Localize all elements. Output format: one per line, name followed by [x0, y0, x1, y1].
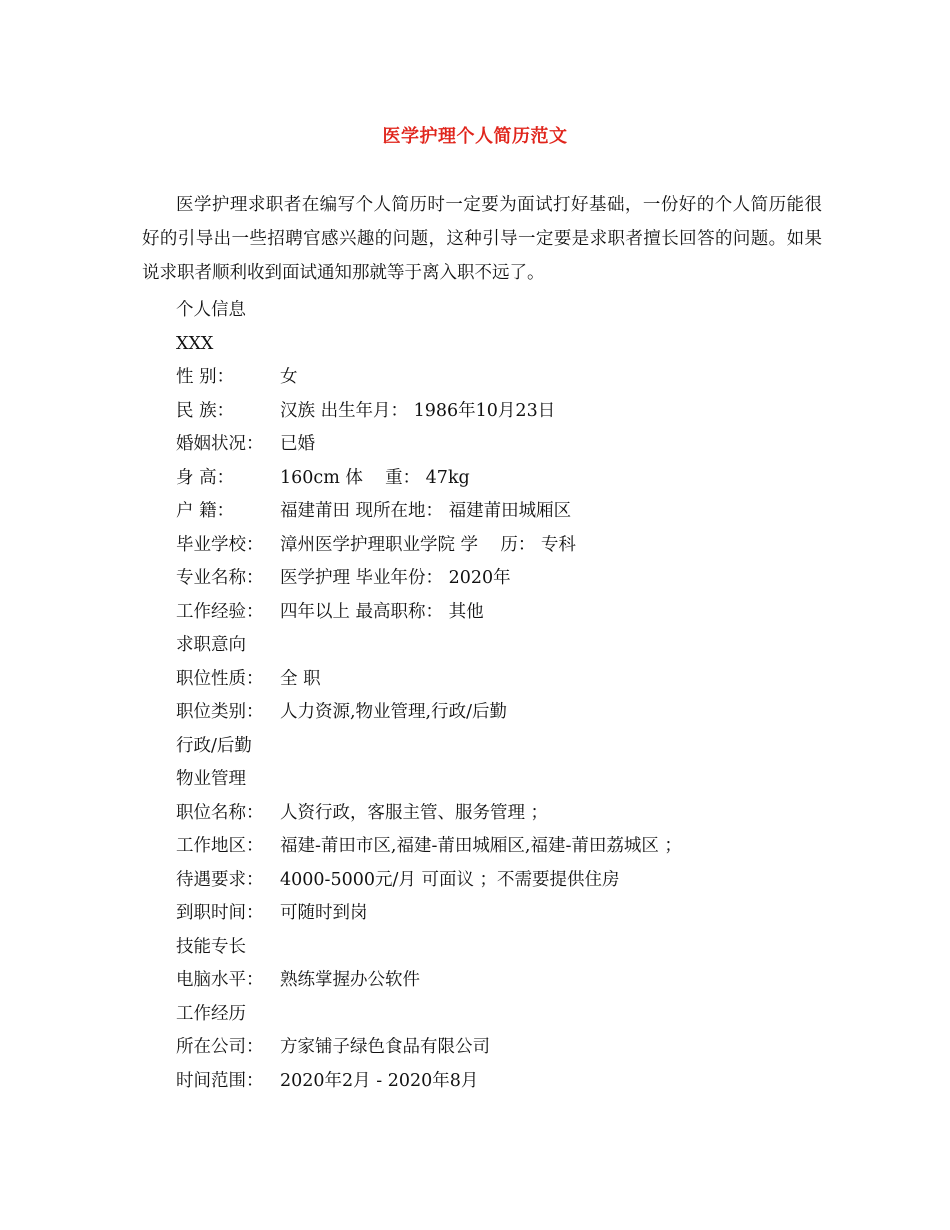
- field-value: 全 职: [280, 668, 321, 689]
- document-title: 医学护理个人简历范文: [382, 126, 568, 147]
- field-label: 个人信息: [176, 300, 246, 320]
- field-label: 待遇要求：: [176, 869, 264, 890]
- resume-field-row: [176, 395, 856, 429]
- resume-field-row: [176, 529, 856, 563]
- field-label: 婚姻状况：: [176, 434, 264, 454]
- field-value: 四年以上 最高职称： 其他: [280, 601, 484, 622]
- resume-field-row: [176, 361, 856, 395]
- field-label: 性 别：: [176, 367, 235, 387]
- field-label: 行政/后勤: [176, 735, 252, 756]
- resume-section-heading: [176, 328, 856, 362]
- field-label: 工作经验：: [176, 601, 264, 622]
- field-label: 技能专长: [176, 936, 246, 957]
- resume-field-row: [176, 428, 856, 462]
- field-label: 工作经历: [176, 1003, 246, 1024]
- field-value: 已婚: [280, 434, 315, 454]
- resume-field-row: [176, 797, 856, 831]
- field-value: 4000-5000元/月 可面议 ；不需要提供住房: [280, 869, 620, 890]
- field-value: 方家铺子绿色食品有限公司: [280, 1037, 490, 1057]
- field-value: 医学护理 毕业年份： 2020年: [280, 568, 511, 588]
- field-label: 物业管理: [176, 769, 246, 789]
- resume-field-row: [176, 1031, 856, 1065]
- field-label: 专业名称：: [176, 568, 264, 588]
- resume-section-heading: [176, 629, 856, 663]
- field-value: 2020年2月 - 2020年8月: [280, 1070, 479, 1091]
- resume-section-heading: [176, 294, 856, 328]
- field-label: 身 高：: [176, 467, 235, 488]
- field-value: 福建莆田 现所在地： 福建莆田城厢区: [280, 501, 572, 521]
- field-label: 工作地区：: [176, 836, 264, 856]
- field-label: 求职意向: [176, 635, 246, 655]
- resume-field-row: [176, 1065, 856, 1099]
- field-value: 熟练掌握办公软件: [280, 970, 420, 990]
- field-value: 可随时到岗: [280, 903, 368, 923]
- resume-section-heading: [176, 763, 856, 797]
- resume-field-row: [176, 462, 856, 496]
- resume-field-row: [176, 830, 856, 864]
- field-label: XXX: [176, 333, 214, 354]
- field-label: 毕业学校：: [176, 534, 264, 555]
- resume-section-heading: [176, 931, 856, 965]
- field-label: 所在公司：: [176, 1037, 264, 1057]
- resume-field-row: [176, 596, 856, 630]
- resume-field-row: [176, 562, 856, 596]
- field-label: 职位类别：: [176, 702, 264, 722]
- field-value: 人资行政，客服主管、服务管理 ；: [280, 802, 549, 823]
- resume-field-row: [176, 897, 856, 931]
- field-label: 民 族：: [176, 400, 235, 421]
- field-value: 福建-莆田市区,福建-莆田城厢区,福建-莆田荔城区 ；: [280, 836, 682, 856]
- resume-section-heading: [176, 998, 856, 1032]
- field-label: 时间范围：: [176, 1070, 264, 1091]
- field-label: 职位性质：: [176, 668, 264, 689]
- intro-paragraph: 医学护理求职者在编写个人简历时一定要为面试打好基础，一份好的个人简历能很好的引导出一些招聘官感兴趣的问题，这种引导一定要是求职者擅长回答的问题。如果说求职者顺利收到面试通知那就等于离入职不远了。: [142, 195, 822, 283]
- field-value: 160cm 体 重： 47kg: [280, 467, 470, 488]
- field-label: 到职时间：: [176, 903, 264, 923]
- field-value: 人力资源,物业管理,行政/后勤: [280, 702, 508, 722]
- resume-section-heading: [176, 730, 856, 764]
- field-label: 电脑水平：: [176, 970, 264, 990]
- resume-field-row: [176, 964, 856, 998]
- resume-lines: [176, 294, 856, 1098]
- resume-field-row: [176, 864, 856, 898]
- field-value: 漳州医学护理职业学院 学 历： 专科: [280, 534, 576, 555]
- field-label: 职位名称：: [176, 802, 264, 823]
- resume-field-row: [176, 495, 856, 529]
- resume-field-row: [176, 696, 856, 730]
- field-label: 户 籍：: [176, 501, 235, 521]
- resume-field-row: [176, 663, 856, 697]
- field-value: 汉族 出生年月： 1986年10月23日: [280, 400, 556, 421]
- field-value: 女: [280, 367, 298, 387]
